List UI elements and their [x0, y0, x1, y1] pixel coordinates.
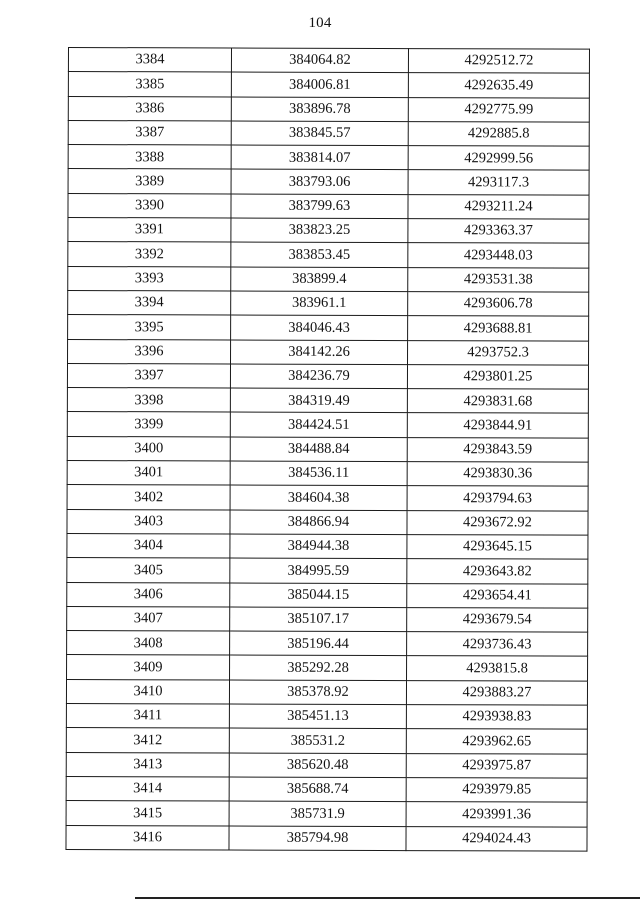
y-coordinate-cell: 4293643.82 [407, 559, 588, 584]
x-coordinate-cell: 384236.79 [230, 364, 407, 389]
y-coordinate-cell: 4293672.92 [407, 510, 588, 535]
y-coordinate-cell: 4293448.03 [408, 243, 589, 268]
y-coordinate-cell: 4293531.38 [408, 267, 589, 292]
y-coordinate-cell: 4293883.27 [406, 680, 587, 705]
point-number-cell: 3411 [66, 704, 229, 729]
table-row [67, 606, 588, 632]
table-row [68, 266, 589, 292]
table-row [67, 509, 588, 535]
table-row [67, 363, 588, 389]
y-coordinate-cell: 4293679.54 [407, 607, 588, 632]
page-number: 104 [308, 15, 332, 31]
point-number-cell: 3416 [66, 825, 229, 850]
point-number-cell: 3389 [68, 169, 231, 194]
point-number-cell: 3404 [67, 533, 230, 558]
table-row [67, 388, 588, 414]
table-body [66, 48, 590, 851]
x-coordinate-cell: 384866.94 [230, 510, 407, 535]
table-row [67, 461, 588, 487]
x-coordinate-cell: 385620.48 [229, 753, 406, 778]
y-coordinate-cell: 4293794.63 [407, 486, 588, 511]
y-coordinate-cell: 4292512.72 [408, 49, 589, 74]
y-coordinate-cell: 4293117.3 [408, 170, 589, 195]
x-coordinate-cell: 383853.45 [231, 242, 408, 267]
x-coordinate-cell: 384944.38 [230, 534, 407, 559]
x-coordinate-cell: 383823.25 [231, 218, 408, 243]
table-row [68, 48, 589, 74]
table-row [67, 582, 588, 608]
x-coordinate-cell: 383961.1 [231, 291, 408, 316]
table-row [67, 533, 588, 559]
y-coordinate-cell: 4293752.3 [408, 340, 589, 365]
x-coordinate-cell: 385688.74 [229, 777, 406, 802]
y-coordinate-cell: 4293831.68 [407, 389, 588, 414]
table-row [66, 801, 587, 827]
y-coordinate-cell: 4293991.36 [406, 802, 587, 827]
table-row [68, 315, 589, 341]
point-number-cell: 3395 [68, 315, 231, 340]
x-coordinate-cell: 384604.38 [230, 485, 407, 510]
table-row [68, 242, 589, 268]
table-row [68, 96, 589, 122]
x-coordinate-cell: 383814.07 [231, 145, 408, 170]
x-coordinate-cell: 385107.17 [230, 607, 407, 632]
y-coordinate-cell: 4293363.37 [408, 219, 589, 244]
y-coordinate-cell: 4293654.41 [407, 583, 588, 608]
point-number-cell: 3401 [67, 461, 230, 486]
table-row [67, 485, 588, 511]
y-coordinate-cell: 4292885.8 [408, 121, 589, 146]
x-coordinate-cell: 383845.57 [231, 121, 408, 146]
x-coordinate-cell: 385794.98 [229, 826, 406, 851]
point-number-cell: 3392 [68, 242, 231, 267]
table-row [66, 704, 587, 730]
point-number-cell: 3388 [68, 145, 231, 170]
table-row [66, 752, 587, 778]
table-row [67, 412, 588, 438]
point-number-cell: 3413 [66, 752, 229, 777]
x-coordinate-cell: 384046.43 [231, 315, 408, 340]
y-coordinate-cell: 4293736.43 [407, 632, 588, 657]
coordinates-table [65, 47, 590, 851]
x-coordinate-cell: 383799.63 [231, 194, 408, 219]
y-coordinate-cell: 4293938.83 [406, 705, 587, 730]
table-row [66, 728, 587, 754]
point-number-cell: 3407 [67, 606, 230, 631]
y-coordinate-cell: 4292999.56 [408, 146, 589, 171]
x-coordinate-cell: 385292.28 [230, 655, 407, 680]
x-coordinate-cell: 385731.9 [229, 801, 406, 826]
point-number-cell: 3394 [68, 290, 231, 315]
y-coordinate-cell: 4294024.43 [406, 826, 587, 851]
y-coordinate-cell: 4293975.87 [406, 753, 587, 778]
y-coordinate-cell: 4293830.36 [407, 462, 588, 487]
point-number-cell: 3410 [66, 679, 229, 704]
y-coordinate-cell: 4292775.99 [408, 97, 589, 122]
point-number-cell: 3409 [67, 655, 230, 680]
table-row [67, 436, 588, 462]
x-coordinate-cell: 385451.13 [229, 704, 406, 729]
table-row [68, 145, 589, 171]
point-number-cell: 3398 [67, 388, 230, 413]
x-coordinate-cell: 384995.59 [230, 558, 407, 583]
table-row [68, 218, 589, 244]
x-coordinate-cell: 385378.92 [229, 680, 406, 705]
x-coordinate-cell: 384536.11 [230, 461, 407, 486]
table-row [66, 825, 587, 851]
x-coordinate-cell: 384488.84 [230, 437, 407, 462]
x-coordinate-cell: 384142.26 [231, 340, 408, 365]
point-number-cell: 3397 [67, 363, 230, 388]
y-coordinate-cell: 4293843.59 [407, 437, 588, 462]
table-row [68, 193, 589, 219]
point-number-cell: 3408 [67, 631, 230, 656]
table-row [68, 290, 589, 316]
table-row [68, 72, 589, 98]
x-coordinate-cell: 383896.78 [231, 97, 408, 122]
y-coordinate-cell: 4293606.78 [408, 292, 589, 317]
y-coordinate-cell: 4293979.85 [406, 777, 587, 802]
point-number-cell: 3387 [68, 120, 231, 145]
point-number-cell: 3385 [68, 72, 231, 97]
x-coordinate-cell: 385196.44 [230, 631, 407, 656]
y-coordinate-cell: 4293688.81 [408, 316, 589, 341]
x-coordinate-cell: 384424.51 [230, 412, 407, 437]
point-number-cell: 3400 [67, 436, 230, 461]
y-coordinate-cell: 4293801.25 [407, 364, 588, 389]
point-number-cell: 3403 [67, 509, 230, 534]
point-number-cell: 3402 [67, 485, 230, 510]
point-number-cell: 3386 [68, 96, 231, 121]
point-number-cell: 3396 [68, 339, 231, 364]
point-number-cell: 3393 [68, 266, 231, 291]
point-number-cell: 3391 [68, 218, 231, 243]
x-coordinate-cell: 385044.15 [230, 583, 407, 608]
point-number-cell: 3414 [66, 776, 229, 801]
point-number-cell: 3415 [66, 801, 229, 826]
x-coordinate-cell: 384064.82 [231, 48, 408, 73]
point-number-cell: 3406 [67, 582, 230, 607]
point-number-cell: 3384 [68, 48, 231, 73]
y-coordinate-cell: 4293645.15 [407, 535, 588, 560]
table-row [67, 655, 588, 681]
x-coordinate-cell: 384319.49 [230, 388, 407, 413]
y-coordinate-cell: 4293962.65 [406, 729, 587, 754]
point-number-cell: 3399 [67, 412, 230, 437]
y-coordinate-cell: 4293815.8 [407, 656, 588, 681]
point-number-cell: 3412 [66, 728, 229, 753]
x-coordinate-cell: 383793.06 [231, 169, 408, 194]
point-number-cell: 3390 [68, 193, 231, 218]
y-coordinate-cell: 4292635.49 [408, 73, 589, 98]
x-coordinate-cell: 385531.2 [229, 728, 406, 753]
table-row [68, 339, 589, 365]
x-coordinate-cell: 383899.4 [231, 267, 408, 292]
y-coordinate-cell: 4293211.24 [408, 194, 589, 219]
y-coordinate-cell: 4293844.91 [407, 413, 588, 438]
table-row [66, 776, 587, 802]
table-row [67, 631, 588, 657]
bottom-rule [135, 897, 640, 899]
table-row [68, 120, 589, 146]
table-row [67, 558, 588, 584]
table-row [68, 169, 589, 195]
point-number-cell: 3405 [67, 558, 230, 583]
table-row [66, 679, 587, 705]
x-coordinate-cell: 384006.81 [231, 72, 408, 97]
